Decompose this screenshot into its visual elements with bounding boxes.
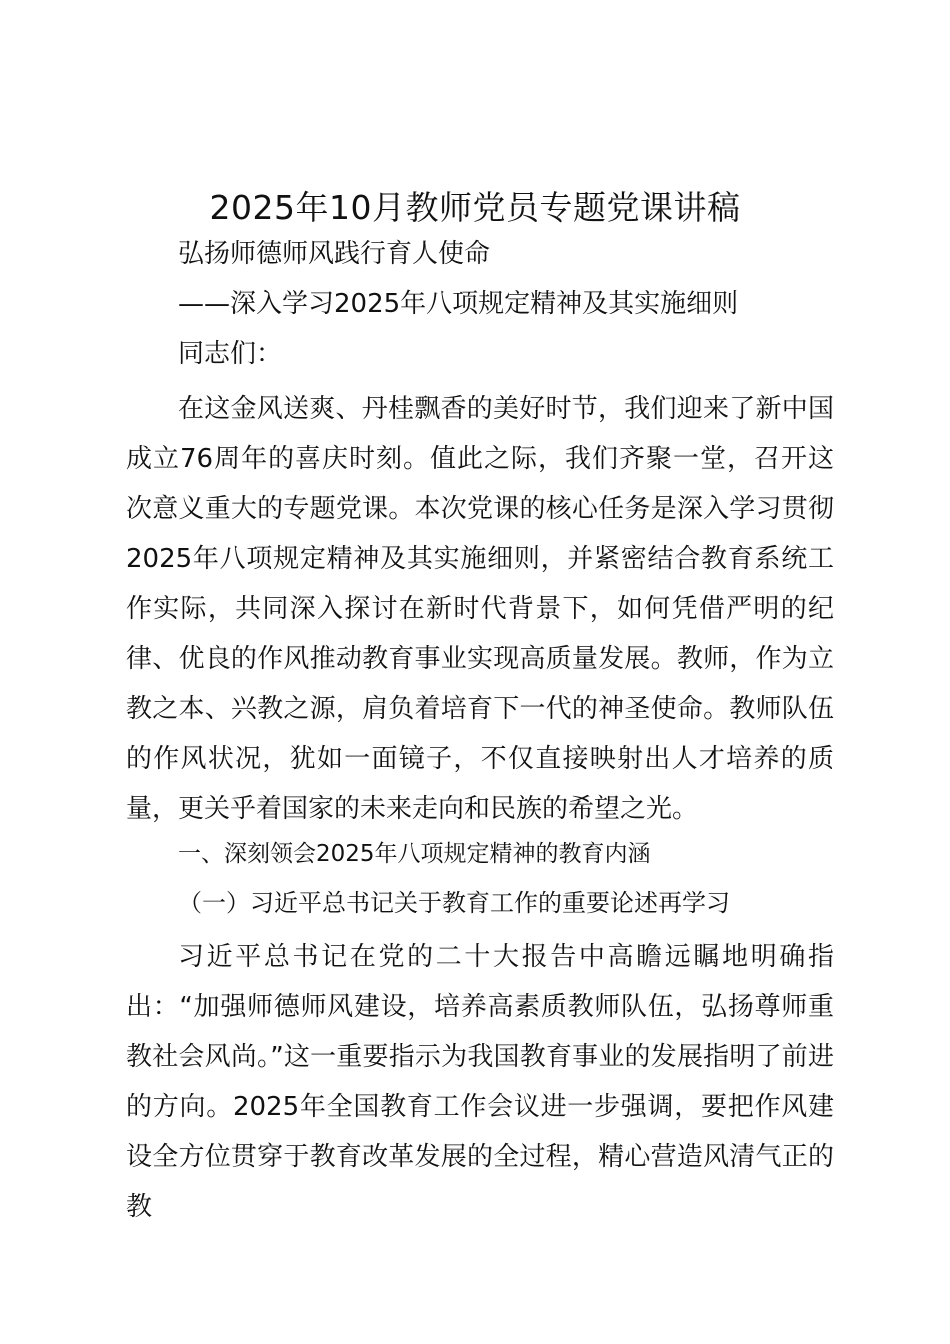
body-paragraph-section-1: 习近平总书记在党的二十大报告中高瞻远瞩地明确指出：“加强师德师风建设，培养高素质教师队伍，弘扬尊师重教社会风尚。”这一重要指示为我国教育事业的发展指明了前进的方向。2025年全国教育工作会议进一步强调，要把作风建设全方位贯穿于教育改革发展的全过程，精心营造风清气正的教: [126, 942, 834, 1222]
salutation: 同志们：: [178, 339, 283, 369]
body-paragraph-intro: 在这金风送爽、丹桂飘香的美好时节，我们迎来了新中国成立76周年的喜庆时刻。值此之际，我们齐聚一堂，召开这次意义重大的专题党课。本次党课的核心任务是深入学习贯彻2025年八项规定精神及其实施细则，并紧密结合教育系统工作实际，共同深入探讨在新时代背景下，如何凭借严明的纪律、优良的作风推动教育事业实现高质量发展。教师，作为立教之本、兴教之源，肩负着培育下一代的神圣使命。教师队伍的作风状况，犹如一面镜子，不仅直接映射出人才培养的质量，更关乎着国家的未来走向和民族的希望之光。: [126, 394, 834, 824]
section-heading-1: 一、深刻领会2025年八项规定精神的教育内涵: [178, 841, 651, 867]
document-title: 2025年10月教师党员专题党课讲稿: [209, 188, 741, 227]
subsection-heading-1: （一）习近平总书记关于教育工作的重要论述再学习: [178, 889, 730, 917]
document-subtitle: 弘扬师德师风践行育人使命: [178, 239, 491, 269]
document-subtitle-secondary: ——深入学习2025年八项规定精神及其实施细则: [178, 289, 739, 319]
